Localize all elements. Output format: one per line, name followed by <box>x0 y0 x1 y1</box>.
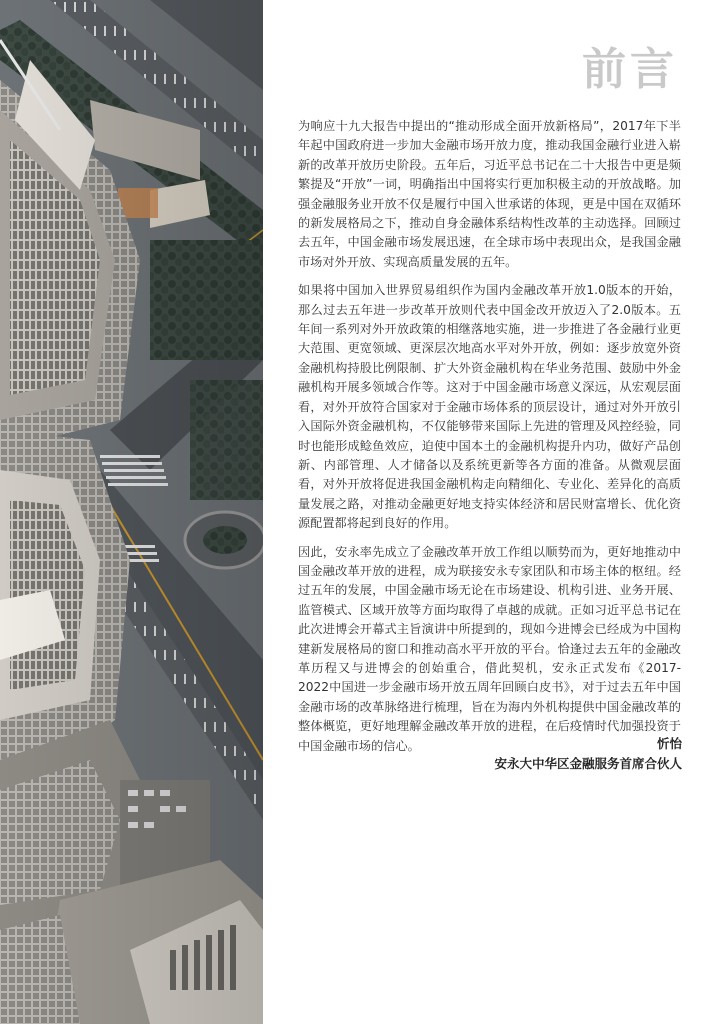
preface-content <box>263 0 724 1024</box>
paragraph-1: 为响应十九大报告中提出的“推动形成全面开放新格局”，2017年下半年起中国政府进一步加大金融市场开放力度，推动我国金融行业进入崭新的改革开放历史阶段。五年后，习近平总书记在二十大报告中更是频繁提及“开放”一词，明确指出中国将实行更加积极主动的开放战略。加强金融服务业开放不仅是履行中国入世承诺的体现，更是中国在双循环的新发展格局之下，推动自身金融体系结构性改革的主动选择。回顾过去五年，中国金融市场发展迅速，在全球市场中表现出众，是我国金融市场对外开放、实现高质量发展的五年。 <box>298 119 681 269</box>
signature-position: 安永大中华区金融服务首席合伙人 <box>494 756 682 771</box>
cityscape-aerial-photo <box>0 0 263 1024</box>
page-title: 前言 <box>582 44 678 95</box>
paragraph-2: 如果将中国加入世界贸易组织作为国内金融改革开放1.0版本的开始，那么过去五年进一步改革开放则代表中国金改开放迈入了2.0版本。五年间一系列对外开放政策的相继落地实施，进一步推进了各金融行业更大范围、更宽领域、更深层次地高水平对外开放，例如：逐步放宽外资金融机构持股比例限制、扩大外资金融机构在华业务范围、鼓励中外金融机构开展多领域合作等。这对于中国金融市场意义深远，从宏观层面看，对外开放符合国家对于金融市场体系的顶层设计，通过对外开放引入国际外资金融机构，不仅能够带来国际上先进的管理及风控经验，同时也能形成鲶鱼效应，迫使中国本土的金融机构提升内功，做好产品创新、内部管理、人才储备以及系统更新等各方面的准备。从微观层面看，对外开放将促进我国金融机构走向精细化、专业化、差异化的高质量发展之路，对推动金融更好地支持实体经济和居民财富增长、优化资源配置都将起到良好的作用。 <box>298 283 681 531</box>
paragraph-3: 因此，安永率先成立了金融改革开放工作组以顺势而为，更好地推动中国金融改革开放的进程，成为联接安永专家团队和市场主体的枢纽。经过五年的发展，中国金融市场无论在市场建设、机构引进、业务开展、监管模式、区域开放等方面均取得了卓越的成就。正如习近平总书记在此次进博会开幕式主旨演讲中所提到的，现如今进博会已经成为中国构建新发展格局的窗口和推动高水平开放的平台。恰逢过去五年的金融改革历程又与进博会的创始重合，借此契机，安永正式发布《2017-2022中国进一步金融市场开放五周年回顾白皮书》，对于过去五年中国金融市场的改革脉络进行梳理，旨在为海内外机构提供中国金融改革的整体概览，更好地理解金融改革开放的进程，在后疫情时代加强投资于中国金融市场的信心。 <box>298 544 681 753</box>
signature-block <box>494 734 682 774</box>
preface-body <box>298 117 681 765</box>
signature-name: 忻怡 <box>656 736 682 751</box>
